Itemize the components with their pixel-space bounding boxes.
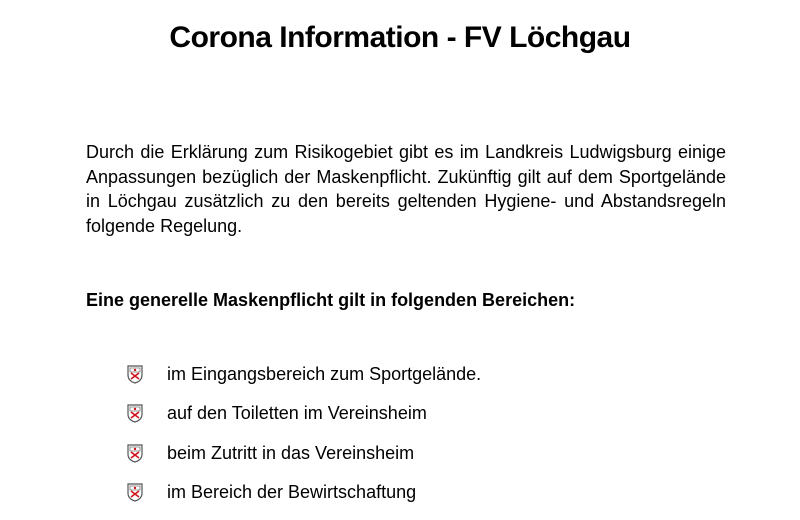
mask-area-list: [126, 354, 481, 512]
list-item-text: im Eingangsbereich zum Sportgelände.: [167, 363, 482, 384]
mask-requirement-heading: Eine generelle Maskenpflicht gilt in folgenden Bereichen:: [86, 290, 576, 310]
club-crest-icon: [126, 403, 144, 423]
list-item: [126, 433, 481, 473]
list-item: [126, 473, 481, 513]
page-title: Corona Information - FV Löchgau: [169, 21, 631, 54]
list-item: [126, 394, 481, 434]
club-crest-icon: [126, 482, 144, 502]
list-item: [126, 354, 481, 394]
list-item-text: auf den Toiletten im Vereinsheim: [167, 403, 427, 424]
club-crest-icon: [126, 364, 144, 384]
list-item-text: im Bereich der Bewirtschaftung: [167, 482, 417, 503]
list-item-text: beim Zutritt in das Vereinsheim: [167, 442, 415, 463]
club-crest-icon: [126, 443, 144, 463]
intro-paragraph: Durch die Erklärung zum Risikogebiet gibt es im Landkreis Ludwigsburg einige Anpassungen bezüglich der Maskenpflicht. Zukünftig gilt auf dem Sportgelände in Löchgau zusätzlich zu den bereits geltenden Hygiene- und Abstandsregeln folgende Regelung.: [86, 142, 726, 236]
